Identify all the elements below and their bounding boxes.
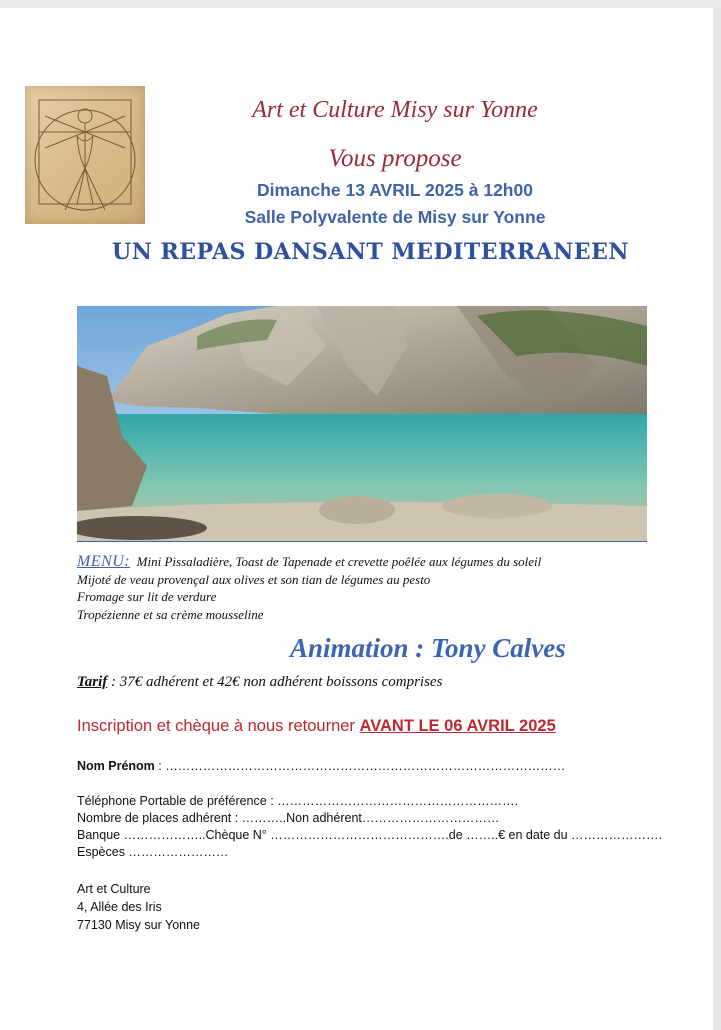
- menu-section: [77, 553, 707, 623]
- address-line: 4, Allée des Iris: [77, 900, 162, 914]
- inscription-line: [77, 717, 556, 736]
- menu-line-1: [77, 553, 707, 571]
- tarif-line: [77, 674, 442, 691]
- tarif-text: : 37€ adhérent et 42€ non adhérent boissons comprises: [107, 674, 443, 690]
- inscription-text: Inscription et chèque à nous retourner: [77, 717, 360, 735]
- event-title: UN REPAS DANSANT MEDITERRANEEN: [112, 239, 629, 265]
- cash-field: Espèces ……………………: [77, 845, 229, 859]
- inscription-deadline: AVANT LE 06 AVRIL 2025: [359, 717, 556, 735]
- bank-field: Banque ………………..Chèque N° …………………………………….de ……..€ en date du ………………….: [77, 828, 663, 842]
- menu-item: Mijoté de veau provençal aux olives et son tian de légumes au pesto: [77, 571, 431, 587]
- address-line: Art et Culture: [77, 882, 151, 896]
- menu-label: MENU:: [77, 553, 131, 570]
- animation-heading: Animation : Tony Calves: [290, 633, 566, 663]
- organization-name: Art et Culture Misy sur Yonne: [252, 97, 538, 123]
- tarif-label: Tarif: [77, 674, 108, 690]
- menu-item: Tropézienne et sa crème mousseline: [77, 606, 264, 622]
- postal-address: [77, 880, 200, 934]
- event-venue: Salle Polyvalente de Misy sur Yonne: [244, 207, 546, 227]
- mediterranean-calanque-photo: [77, 306, 647, 541]
- name-label: Nom Prénom: [77, 759, 155, 773]
- address-line: 77130 Misy sur Yonne: [77, 918, 201, 932]
- event-date: Dimanche 13 AVRIL 2025 à 12h00: [257, 180, 533, 200]
- menu-item: Mini Pissaladière, Toast de Tapenade et crevette poêlée aux légumes du soleil: [136, 554, 542, 569]
- divider: [77, 541, 647, 542]
- name-field: [77, 759, 565, 773]
- name-line: : ……………………………………………………………………………………: [154, 759, 566, 773]
- tagline: Vous propose: [328, 145, 462, 172]
- menu-item: Fromage sur lit de verdure: [77, 589, 217, 604]
- places-field: Nombre de places adhérent : ………..Non adhérent……………………………: [77, 811, 500, 825]
- phone-field: Téléphone Portable de préférence : ………………………………………………….: [77, 794, 519, 808]
